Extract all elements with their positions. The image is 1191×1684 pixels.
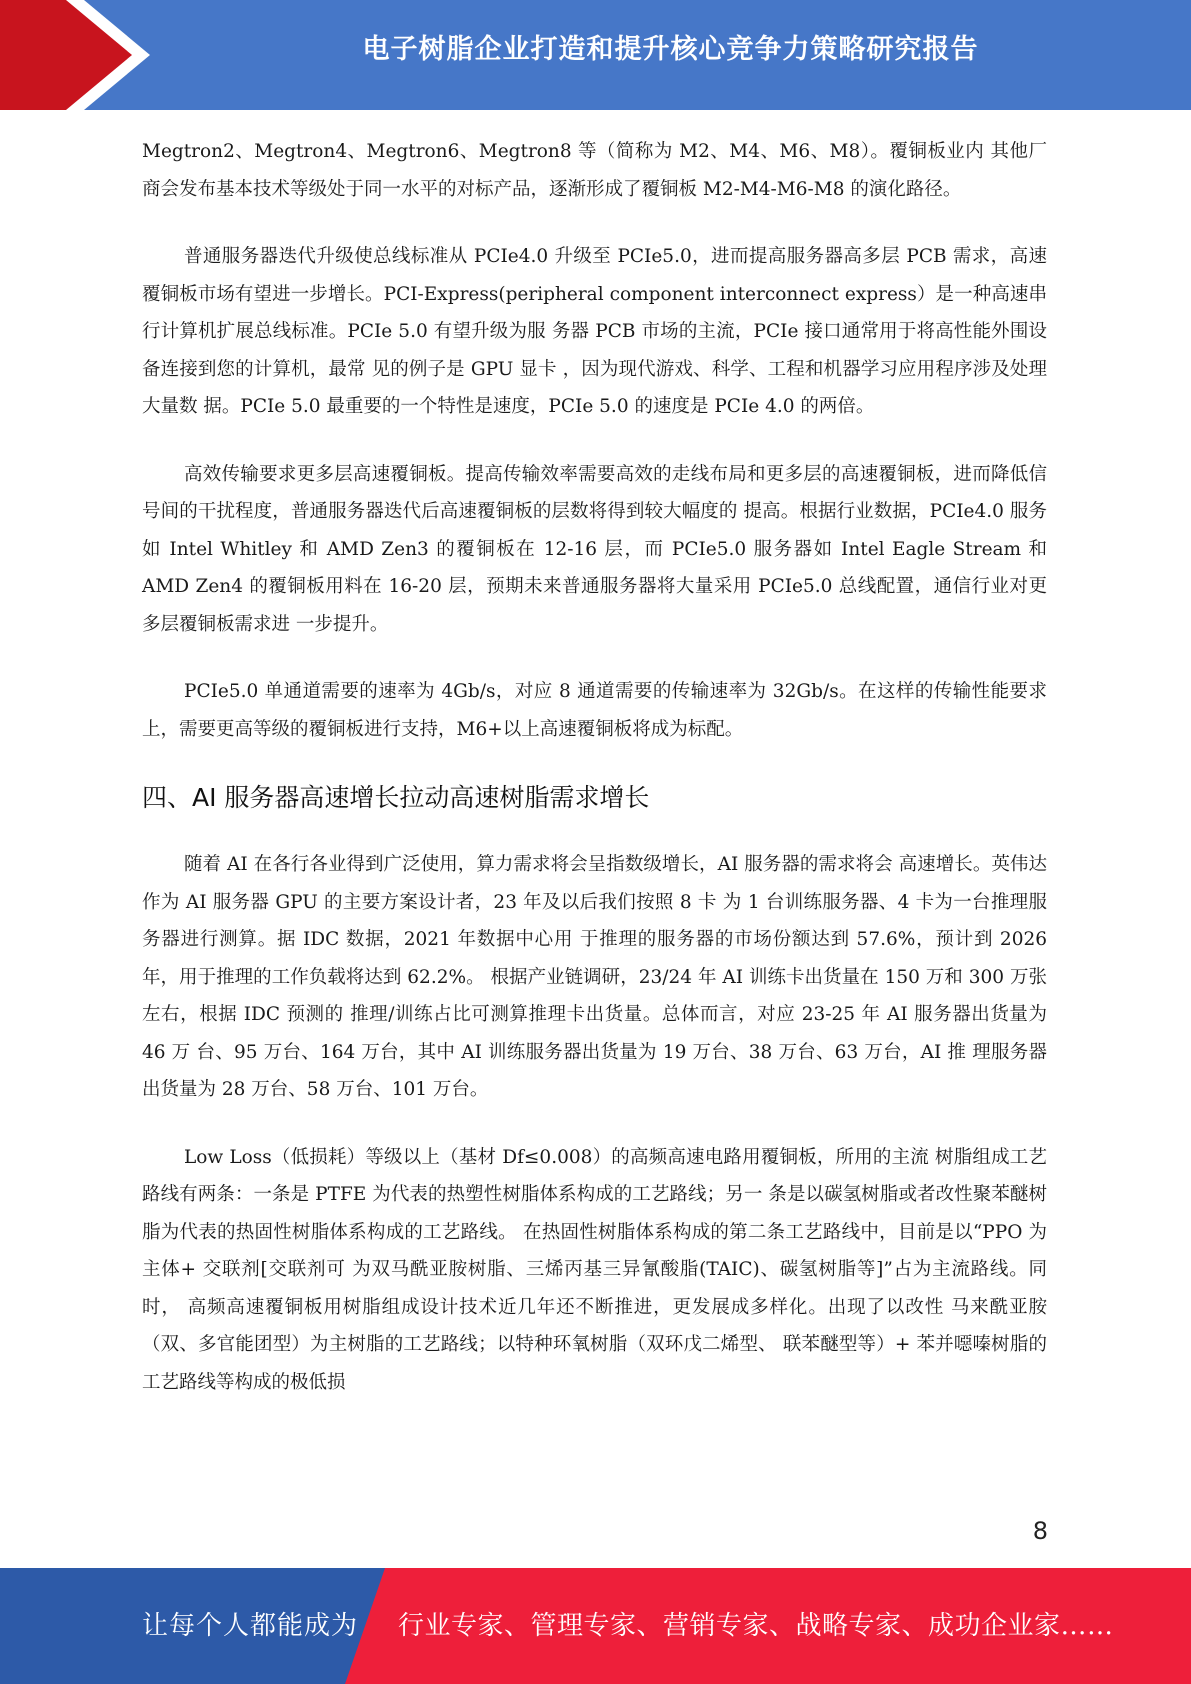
- report-title: 电子树脂企业打造和提升核心竞争力策略研究报告: [362, 34, 979, 65]
- page-number: 8: [1032, 1517, 1048, 1545]
- footer-slogan-left: 让每个人都能成为: [142, 1611, 359, 1641]
- paragraph-5: 随着 AI 在各行各业得到广泛使用，算力需求将会呈指数级增长，AI 服务器的需求将会 高速增长。英伟达作为 AI 服务器 GPU 的主要方案设计者，23 年及以后我们按照 8 卡 为 1 台训练服务器、4 卡为一台推理服务器进行测算。据 IDC 数据，2021 年数据中心用 于推理的服务器的市场份额达到 57.6%，预计到 2026 年，用于推理的工作负载将达到 62.2%。 根据产业链调研，23/24 年 AI 训练卡出货量在 150 万和 300 万张左右，根据 IDC 预测的 推理/训练占比可测算推理卡出货量。总体而言，对应 23-25 年 AI 服务器出货量为 46 万 台、95 万台、164 万台，其中 AI 训练服务器出货量为 19 万台、38 万台、63 万台，AI 推 理服务器出货量为 28 万台、58 万台、101 万台。: [142, 854, 1047, 1100]
- footer-banner: [0, 1568, 1191, 1684]
- paragraph-1: Megtron2、Megtron4、Megtron6、Megtron8 等（简称为 M2、M4、M6、M8）。覆铜板业内 其他厂商会发布基本技术等级处于同一水平的对标产品，逐渐形成了覆铜板 M2-M4-M6-M8 的演化路径。: [142, 141, 1047, 200]
- paragraph-4: PCIe5.0 单通道需要的速率为 4Gb/s，对应 8 通道需要的传输速率为 32Gb/s。在这样的传输性能要求上，需要更高等级的覆铜板进行支持，M6+以上高速覆铜板将成为标配。: [142, 681, 1047, 740]
- paragraph-2: 普通服务器迭代升级使总线标准从 PCIe4.0 升级至 PCIe5.0，进而提高服务器高多层 PCB 需求，高速覆铜板市场有望进一步增长。PCI-Express(peripheral component interconnect express）是一种高速串行计算机扩展总线标准。PCIe 5.0 有望升级为服 务器 PCB 市场的主流，PCIe 接口通常用于将高性能外围设备连接到您的计算机，最常 见的例子是 GPU 显卡 ，因为现代游戏、科学、工程和机器学习应用程序涉及处理大量数 据。PCIe 5.0 最重要的一个特性是速度，PCIe 5.0 的速度是 PCIe 4.0 的两倍。: [142, 246, 1047, 417]
- paragraph-6: Low Loss（低损耗）等级以上（基材 Df≤0.008）的高频高速电路用覆铜板，所用的主流 树脂组成工艺路线有两条：一条是 PTFE 为代表的热塑性树脂体系构成的工艺路线；另一 条是以碳氢树脂或者改性聚苯醚树脂为代表的热固性树脂体系构成的工艺路线。 在热固性树脂体系构成的第二条工艺路线中，目前是以“PPO 为主体+ 交联剂[交联剂可 为双马酰亚胺树脂、三烯丙基三异氰酸脂(TAIC)、碳氢树脂等]”占为主流路线。同时， 高频高速覆铜板用树脂组成设计技术近几年还不断推进，更发展成多样化。出现了以改性 马来酰亚胺（双、多官能团型）为主树脂的工艺路线；以特种环氧树脂（双环戊二烯型、 联苯醚型等）+ 苯并噁嗪树脂的工艺路线等构成的极低损: [142, 1146, 1047, 1393]
- paragraph-3: 高效传输要求更多层高速覆铜板。提高传输效率需要高效的走线布局和更多层的高速覆铜板，进而降低信号间的干扰程度，普通服务器迭代后高速覆铜板的层数将得到较大幅度的 提高。根据行业数据，PCIe4.0 服务如 Intel Whitley 和 AMD Zen3 的覆铜板在 12-16 层，而 PCIe5.0 服务器如 Intel Eagle Stream 和 AMD Zen4 的覆铜板用料在 16-20 层，预期未来普通服务器将大量采用 PCIe5.0 总线配置，通信行业对更多层覆铜板需求进 一步提升。: [142, 463, 1047, 635]
- section-heading: 四、AI 服务器高速增长拉动高速树脂需求增长: [142, 783, 650, 812]
- document-body: [142, 133, 1047, 1431]
- header-banner: [0, 0, 1191, 110]
- footer-slogan-right: 行业专家、管理专家、营销专家、战略专家、成功企业家……: [398, 1611, 1114, 1641]
